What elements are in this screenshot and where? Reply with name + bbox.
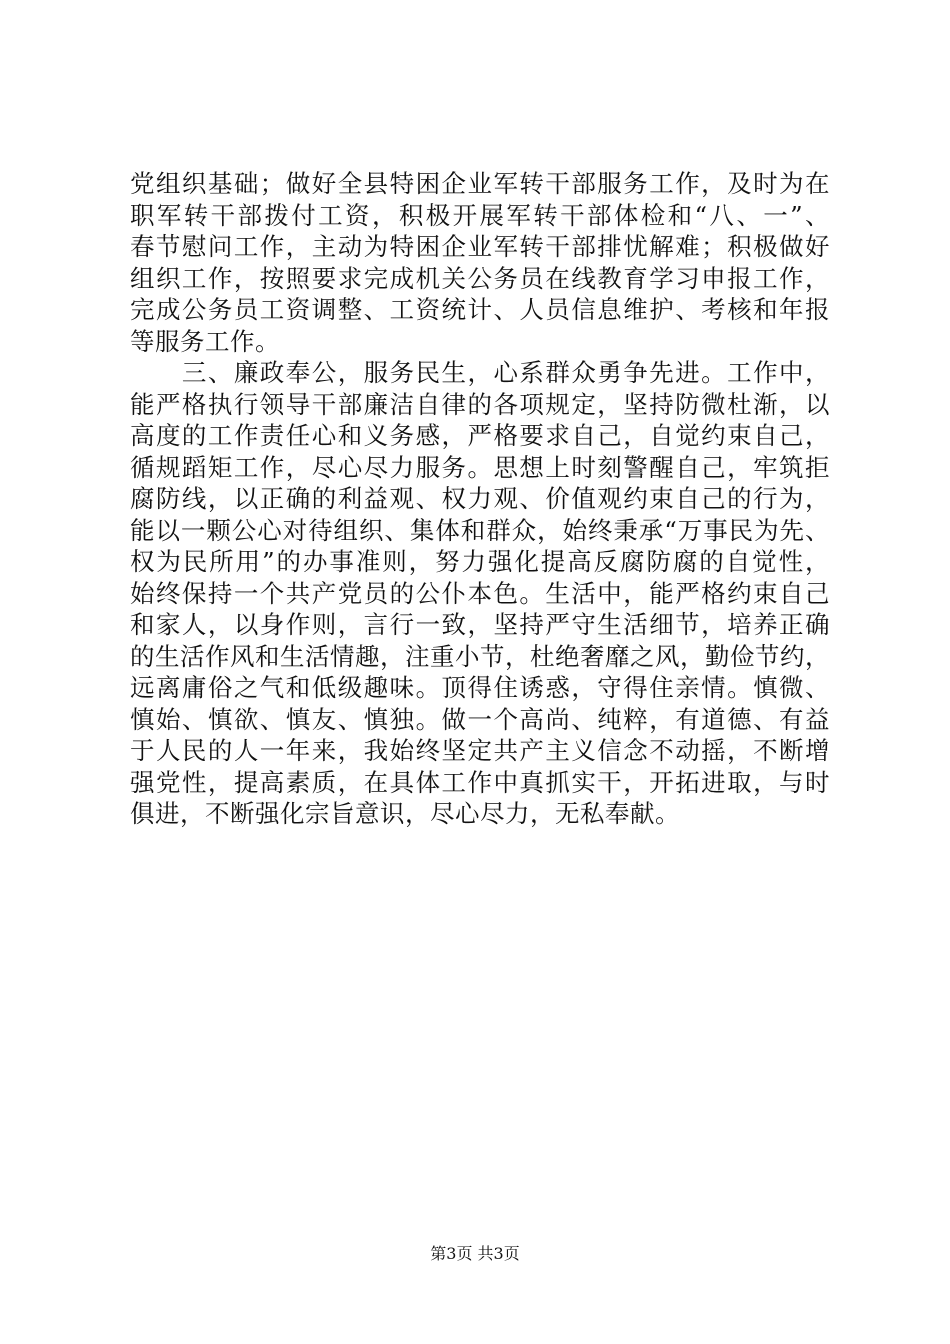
text-line: 于人民的人一年来，我始终坚定共产主义信念不动摇，不断增: [130, 736, 830, 765]
text-line: 等服务工作。: [130, 326, 280, 356]
text-line: 能严格执行领导干部廉洁自律的各项规定，坚持防微杜渐，以: [130, 389, 830, 419]
text-line: 权为民所用”的办事准则，努力强化提高反腐防腐的自觉性，: [130, 547, 830, 576]
text-line: 和家人，以身作则，言行一致，坚持严守生活细节，培养正确: [130, 610, 830, 639]
text-line: 慎始、慎欲、慎友、慎独。做一个高尚、纯粹，有道德、有益: [130, 704, 830, 734]
text-line: 春节慰问工作，主动为特困企业军转干部排忧解难；积极做好: [130, 232, 830, 261]
text-line: 高度的工作责任心和义务感，严格要求自己，自觉约束自己，: [130, 421, 830, 450]
text-line: 远离庸俗之气和低级趣味。顶得住诱惑，守得住亲情。慎微、: [130, 673, 830, 702]
text-line: 俱进，不断强化宗旨意识，尽心尽力，无私奉献。: [130, 799, 680, 828]
text-line: 循规蹈矩工作，尽心尽力服务。思想上时刻警醒自己，牢筑拒: [130, 452, 830, 482]
text-line: 职军转干部拨付工资，积极开展军转干部体检和“八、一”、: [130, 200, 830, 230]
text-line: 的生活作风和生活情趣，注重小节，杜绝奢靡之风，勤俭节约，: [130, 641, 830, 671]
text-line: 能以一颗公心对待组织、集体和群众，始终秉承“万事民为先、: [130, 515, 830, 545]
text-line: 始终保持一个共产党员的公仆本色。生活中，能严格约束自己: [130, 578, 830, 608]
body-text: [130, 168, 830, 830]
text-line: 腐防线，以正确的利益观、权力观、价值观约束自己的行为，: [130, 484, 830, 513]
text-line: 组织工作，按照要求完成机关公务员在线教育学习申报工作，: [130, 263, 830, 293]
text-line: 完成公务员工资调整、工资统计、人员信息维护、考核和年报: [130, 295, 830, 324]
text-line: 强党性，提高素质，在具体工作中真抓实干，开拓进取，与时: [130, 767, 830, 797]
text-line: 三、廉政奉公，服务民生，心系群众勇争先进。工作中，: [130, 358, 830, 387]
text-line: 党组织基础；做好全县特困企业军转干部服务工作，及时为在: [130, 169, 830, 198]
page-number-footer: 第3页 共3页: [430, 1244, 520, 1263]
